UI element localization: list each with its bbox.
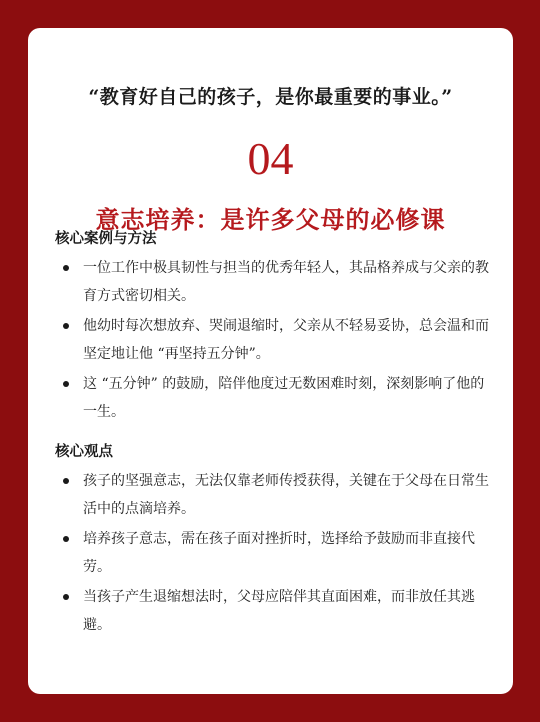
list-item: [55, 525, 495, 581]
list-item-text: 他幼时每次想放弃、哭闹退缩时，父亲从不轻易妥协，总会温和而坚定地让他 “再坚持五分钟”。: [83, 318, 489, 362]
list-item-text: 当孩子产生退缩想法时，父母应陪伴其直面困难，而非放任其逃避。: [83, 589, 475, 633]
list-item-text: 培养孩子意志，需在孩子面对挫折时，选择给予鼓励而非直接代劳。: [83, 531, 475, 575]
bullet-list: [55, 254, 495, 426]
list-item: [55, 467, 495, 523]
bullet-dot-icon: [63, 381, 69, 387]
list-item: [55, 254, 495, 310]
list-item-text: 这 “五分钟” 的鼓励，陪伴他度过无数困难时刻，深刻影响了他的一生。: [83, 376, 485, 420]
bullet-list: [55, 467, 495, 639]
list-item: [55, 583, 495, 639]
section-number: 04: [247, 133, 294, 184]
page-title: 意志培养：是许多父母的必修课: [95, 205, 446, 234]
bullet-dot-icon: [63, 323, 69, 329]
section-heading: 核心案例与方法: [55, 230, 157, 247]
list-item-text: 一位工作中极具韧性与担当的优秀年轻人，其品格养成与父亲的教育方式密切相关。: [83, 260, 489, 304]
section-case-methods: [55, 227, 495, 428]
bullet-dot-icon: [63, 594, 69, 600]
quote-text: “教育好自己的孩子，是你最重要的事业。”: [88, 86, 453, 108]
section-core-views: [55, 440, 495, 641]
bullet-dot-icon: [63, 478, 69, 484]
list-item: [55, 370, 495, 426]
bullet-dot-icon: [63, 265, 69, 271]
section-heading: 核心观点: [55, 443, 113, 460]
bullet-dot-icon: [63, 536, 69, 542]
list-item: [55, 312, 495, 368]
list-item-text: 孩子的坚强意志，无法仅靠老师传授获得，关键在于父母在日常生活中的点滴培养。: [83, 473, 489, 517]
